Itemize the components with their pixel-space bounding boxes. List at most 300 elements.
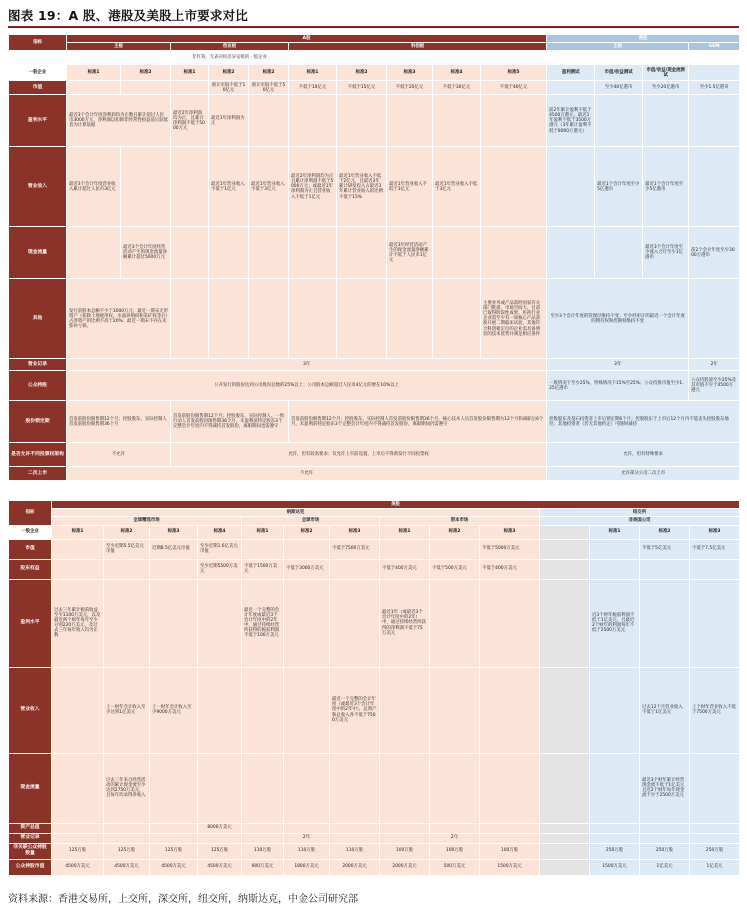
cell: 近3个财年税前利润不低于1亿美元，且最近2个财年的利润每年不低于2500万美元 xyxy=(590,579,640,667)
cell xyxy=(380,823,430,833)
std-col: 标准4 xyxy=(433,65,481,81)
row-label: 股东权益 xyxy=(9,559,52,579)
cell xyxy=(150,823,198,833)
cell: 2000万美元 xyxy=(330,859,380,875)
cell: 近期8.5亿美元市值 xyxy=(150,539,198,559)
cell: 不低于7.5亿美元 xyxy=(690,539,740,559)
cell xyxy=(198,667,242,753)
cell: 至少20亿港币 xyxy=(643,81,689,95)
standard-row xyxy=(9,65,740,81)
cell: 过去12个月营业收入不低于1亿美元 xyxy=(640,667,690,753)
cell: 上个财年营业收入不低于7500万美元 xyxy=(690,667,740,753)
cell xyxy=(330,559,380,579)
cell xyxy=(480,833,540,843)
cell: 最近1年营业收入不低于2亿元，且最近3年累计研发投入占最近3年累计营业收入的比例不低于15% xyxy=(337,147,387,227)
cell xyxy=(480,667,540,753)
cell xyxy=(690,753,740,823)
cell xyxy=(242,823,284,833)
table-row xyxy=(9,539,740,559)
cell: 首发前股份限售期12个月；控股股东、实际控制人、一致行动人首发前股份限售期36个月，未盈利前特定股东3个完整会计年度内不得减持首发股份，离职期间也需遵守 xyxy=(171,401,289,443)
cell: 最近一个完整的会计年度（或最近3个会计年度中的2年中），总资产和总收入各不低于7500万美元 xyxy=(330,667,380,753)
row-label: 现金流量 xyxy=(9,753,52,823)
row-label: 现金流量 xyxy=(9,227,67,279)
cell: 1亿美元 xyxy=(690,859,740,875)
cell: 2年 xyxy=(284,833,330,843)
std-col: 标准2 xyxy=(104,525,150,539)
cell xyxy=(640,579,690,667)
cell: 至少40亿港币 xyxy=(595,81,643,95)
std-col: 标准3 xyxy=(480,525,540,539)
cell: 2年 xyxy=(689,359,740,371)
cell xyxy=(171,279,209,359)
cell: 至少近期5.5亿美元市值 xyxy=(104,539,150,559)
cell xyxy=(150,753,198,823)
cell: 最近一个完整的会计年度或最近3个会计年度中的2年中，通过持续经营所获得的税前利润不低于100万美元 xyxy=(242,579,284,667)
cell: 不低于3000万美元 xyxy=(284,559,330,579)
cell: 250万股 xyxy=(590,843,640,859)
cell: 最近2年净利润均为正，且累计净利润不低于5000万元 xyxy=(171,95,209,147)
hk-main-header: 主板 xyxy=(547,43,689,51)
cell: 不低于15亿元 xyxy=(337,81,387,95)
chinext-header: 创业板 xyxy=(171,43,289,51)
cell: 不低于40亿元 xyxy=(481,81,547,95)
cell xyxy=(284,579,330,667)
std-col: 标准2 xyxy=(249,65,289,81)
cell: 不低于1500万美元 xyxy=(242,559,284,579)
exchange-header-row xyxy=(9,509,740,517)
cell: 1800万美元 xyxy=(284,859,330,875)
cell xyxy=(690,833,740,843)
cell xyxy=(67,81,121,95)
cell: 前2个会计年度至少3000万港币 xyxy=(689,227,740,279)
cell: 最近1年（或最近3个会计年度中的2年）中，通过持续经营所获得的净利润不低于75万美元 xyxy=(380,579,430,667)
std-col: 标准1 xyxy=(380,525,430,539)
cell: 最近3个会计年度净利润均为正数且累计超过人民币3000万元，净利润以扣除非经常性损益前后较低者为计算依据 xyxy=(67,95,171,147)
table-row xyxy=(9,443,740,467)
a-share-header: A股 xyxy=(67,35,547,43)
cell xyxy=(433,279,481,359)
std-col: 标准3 xyxy=(330,525,380,539)
cell xyxy=(150,559,198,579)
table-row xyxy=(9,81,740,95)
cell: 110万股 xyxy=(284,843,330,859)
cell: 不允许 xyxy=(67,467,547,481)
cell: 1亿美元 xyxy=(640,859,690,875)
std-col: 标准3 xyxy=(690,525,740,539)
nyse-header: 纽交所 xyxy=(540,509,740,517)
cell: 不低于400万美元 xyxy=(480,559,540,579)
cell xyxy=(249,95,289,147)
table-row xyxy=(9,227,740,279)
star-header: 科创板 xyxy=(289,43,547,51)
cell xyxy=(430,823,480,833)
cell xyxy=(289,227,337,279)
cell: 最近1年营业收入不低于3亿元 xyxy=(249,147,289,227)
cell: 前2年累计盈利不低于4500万港元，最近1年盈利不低于3500万港元（3年累计盈利不低于8000万港元） xyxy=(547,95,595,147)
cell: 允许，但有较高要求；仅允许上市前设置，上市后不得新发行不同投票权 xyxy=(171,443,547,467)
cell: 110万股 xyxy=(330,843,380,859)
std-col xyxy=(540,525,590,539)
cell: 4500万美元 xyxy=(104,859,150,875)
std-col: 标准3 xyxy=(387,65,433,81)
cell: 上一财年会计收入至少9000万美元 xyxy=(150,667,198,753)
cell xyxy=(289,95,337,147)
cell: 2年 xyxy=(430,833,480,843)
table-row xyxy=(9,279,740,359)
cell xyxy=(242,667,284,753)
tier-header-row xyxy=(9,517,740,525)
cell: 至少近期1.6亿美元市值 xyxy=(198,539,242,559)
cell xyxy=(690,559,740,579)
std-col: 标准2 xyxy=(209,65,249,81)
cell xyxy=(171,227,209,279)
cell xyxy=(121,81,171,95)
standard-row xyxy=(9,525,740,539)
cell: 不低于10亿元 xyxy=(289,81,337,95)
cell xyxy=(595,227,643,279)
non-us-header: 非美国公司 xyxy=(540,517,740,525)
cell xyxy=(284,539,330,559)
cell xyxy=(209,279,249,359)
row-label: 盈利水平 xyxy=(9,579,52,667)
cell: 250万股 xyxy=(690,843,740,859)
cell: 首发前股份限售期12个月；控股股东、实际控制人首发前股份限售期36个月，核心技术人员首发股份限售期为12个月和离职后6个月，未盈利前特定股东3个完整会计年度内不得减持首发股份，离职期间仍需遵守 xyxy=(289,401,547,443)
cell: 最近1年净利润为正 xyxy=(209,95,249,147)
table-row xyxy=(9,359,740,371)
header-corner: 指标 xyxy=(9,35,67,51)
cell: 最近3个会计年度营业收入累计超过人民币3亿元 xyxy=(67,147,121,227)
std-col: 标准2 xyxy=(640,525,690,539)
cell: 125万股 xyxy=(52,843,104,859)
cell xyxy=(481,95,547,147)
std-col: 标准1 xyxy=(52,525,104,539)
cell xyxy=(481,147,547,227)
cell xyxy=(337,227,387,279)
table-row xyxy=(9,559,740,579)
cell: 至少3个会计年度的管理层维持不变；至少经审计的最近一个会计年度的拥有权和控制权维持不变 xyxy=(547,279,689,359)
cell: 最近1年营业收入不低于3亿元 xyxy=(433,147,481,227)
row-label: 盈利水平 xyxy=(9,95,67,147)
cell xyxy=(242,753,284,823)
cell xyxy=(480,579,540,667)
cell xyxy=(284,753,330,823)
cell: 125万股 xyxy=(198,843,242,859)
cell xyxy=(640,833,690,843)
cell xyxy=(52,823,104,833)
cell: 4500万美元 xyxy=(198,859,242,875)
cell xyxy=(198,753,242,823)
cell: 发行前股本总额不少于3000万元；最近一期末无形资产（扣除土地使用权、水面养殖权和采矿权等后）占净资产的比例不高于20%；最近一期末不存在未弥补亏损。 xyxy=(67,279,171,359)
cell: 不低于400万美元 xyxy=(380,559,430,579)
cell xyxy=(540,579,590,667)
cell xyxy=(289,279,337,359)
cell xyxy=(590,753,640,823)
cell: 预计市值不低于10亿元 xyxy=(209,81,249,95)
header-corner: 指标 xyxy=(9,501,52,526)
cell xyxy=(540,667,590,753)
cell xyxy=(430,579,480,667)
cell xyxy=(540,539,590,559)
cell: 控股股东及基石投资者上市后锁定期6个月；控股股东于上市后12个月内不能丧失控股股东地位；其他投资者（若无其他约定）可随时减持 xyxy=(547,401,740,443)
cell xyxy=(480,753,540,823)
cell: 允许部分公司二次上市 xyxy=(547,467,740,481)
cell xyxy=(547,227,595,279)
cell xyxy=(380,753,430,823)
row-label: 市值 xyxy=(9,539,52,559)
cell: 首发前股份限售期12个月；控股股东、实际控制人首发前股份限售期36个月 xyxy=(67,401,171,443)
std-col: 标准2 xyxy=(121,65,171,81)
cell xyxy=(380,539,430,559)
table-row xyxy=(9,833,740,843)
cell xyxy=(480,823,540,833)
cell xyxy=(590,539,640,559)
standard-label: 一般企业 xyxy=(9,525,52,539)
cell: 主要业务或产品需经国家有关部门批准，市场空间大，目前已取得阶段性成果。医药行业企业需至少有一项核心产品获准开展二期临床试验，其他符合科创板定位的企业需具备明显的技术优势并满足相应条件 xyxy=(481,279,547,359)
cell: 不低于7500万美元 xyxy=(330,539,380,559)
cell xyxy=(150,833,198,843)
cell: 100万股 xyxy=(480,843,540,859)
row-label: 公众持股市值 xyxy=(9,859,52,875)
cell: 最近2年净利润均为正且累计净利润不低于5000万元；或最近1年净利润为正且营业收入不低于1亿元 xyxy=(289,147,337,227)
std-col: 标准5 xyxy=(481,65,547,81)
table-row xyxy=(9,371,740,401)
cell: 最近3个财年累计经营现金流不低于1亿美元且近2个财年每年现金流不少于2500万美元 xyxy=(640,753,690,823)
cell xyxy=(337,279,387,359)
cell xyxy=(52,753,104,823)
cell: 不低于5000万美元 xyxy=(480,539,540,559)
cell xyxy=(433,227,481,279)
cell xyxy=(590,823,640,833)
cell xyxy=(150,579,198,667)
cell xyxy=(690,823,740,833)
table-row xyxy=(9,401,740,443)
cell xyxy=(689,147,740,227)
cell xyxy=(330,579,380,667)
cell xyxy=(171,81,209,95)
cell xyxy=(284,667,330,753)
cell xyxy=(104,823,150,833)
a-main-board-header: 主板 xyxy=(67,43,171,51)
cell: 不允许 xyxy=(67,443,171,467)
cell: 最近3年经营活动产生的现金流量净额累计不低于人民币1亿元 xyxy=(387,227,433,279)
cell: 允许，但有特殊要求 xyxy=(547,443,740,467)
row-label: 是否允许不同投票权架构 xyxy=(9,443,67,467)
cell: 800万美元 xyxy=(242,859,284,875)
cell xyxy=(52,667,104,753)
std-col: 标准1 xyxy=(67,65,121,81)
figure-title: 图表 19：A 股、港股及美股上市要求对比 xyxy=(8,8,248,23)
nasdaq-header: 纳斯达克 xyxy=(52,509,540,517)
us-listing-table xyxy=(8,500,740,876)
row-label: 非关联公众持股数量 xyxy=(9,843,52,859)
std-col: 标准1 xyxy=(171,65,209,81)
cell: 不低于500万美元 xyxy=(430,559,480,579)
row-label: 股份锁定期 xyxy=(9,401,67,443)
cell xyxy=(430,753,480,823)
cell: 110万股 xyxy=(242,843,284,859)
cell: 最近1年营业收入不低于3亿元 xyxy=(387,147,433,227)
cell xyxy=(121,147,171,227)
cell xyxy=(330,823,380,833)
cell xyxy=(540,753,590,823)
cell: 预计市值不低于50亿元 xyxy=(249,81,289,95)
cell: 2000万美元 xyxy=(380,859,430,875)
cell xyxy=(52,833,104,843)
cell: 4500万美元 xyxy=(52,859,104,875)
table-row xyxy=(9,579,740,667)
cell: 最近3个会计年度至少流入合计至少1亿港币 xyxy=(643,227,689,279)
cell xyxy=(104,579,150,667)
cell xyxy=(540,559,590,579)
cell xyxy=(52,539,104,559)
cell xyxy=(337,95,387,147)
cell xyxy=(380,833,430,843)
cell: 8000万美元 xyxy=(198,823,242,833)
std-col: 标准4 xyxy=(198,525,242,539)
cell: 4500万美元 xyxy=(150,859,198,875)
cell xyxy=(380,667,430,753)
table-row xyxy=(9,467,740,481)
global-market-header: 全球市场 xyxy=(242,517,380,525)
cell xyxy=(387,279,433,359)
cell: 3年 xyxy=(547,359,689,371)
source-note: 资料来源：香港交易所，上交所，深交所，纽交所，纳斯达克，中金公司研究部 xyxy=(8,894,358,905)
std-col: 标准1 xyxy=(242,525,284,539)
cell xyxy=(595,95,643,147)
std-col: 标准1 xyxy=(590,525,640,539)
std-col: 标准2 xyxy=(430,525,480,539)
row-label: 营业记录 xyxy=(9,833,52,843)
cell xyxy=(67,227,121,279)
cell xyxy=(690,579,740,667)
cell: 上一财年会计收入至少达到1亿美元 xyxy=(104,667,150,753)
cell xyxy=(249,227,289,279)
board-header-row xyxy=(9,43,740,51)
table-row xyxy=(9,667,740,753)
cell: 不低于30亿元 xyxy=(433,81,481,95)
cell xyxy=(540,833,590,843)
table-row xyxy=(9,843,740,859)
std-col xyxy=(689,65,740,81)
cell xyxy=(330,833,380,843)
cell xyxy=(171,147,209,227)
std-col: 标准1 xyxy=(289,65,337,81)
cell: 500万美元 xyxy=(430,859,480,875)
us-header: 美股 xyxy=(52,501,740,509)
table-row xyxy=(9,823,740,833)
std-col: 标准2 xyxy=(284,525,330,539)
cell: 公众持股量至少25%及其市值不少于4500万港元 xyxy=(689,371,740,401)
cell xyxy=(242,539,284,559)
chinext-note: 非红筹，无表决权差异安排的一般企业 xyxy=(171,51,289,65)
row-label: 营业记录 xyxy=(9,359,67,371)
row-label: 资产总值 xyxy=(9,823,52,833)
cell xyxy=(540,823,590,833)
row-label: 二次上市 xyxy=(9,467,67,481)
std-col: 标准2 xyxy=(337,65,387,81)
market-header-row xyxy=(9,501,740,509)
cell xyxy=(643,95,689,147)
cell: 3年 xyxy=(67,359,547,371)
table-row xyxy=(9,95,740,147)
cell: 不低于5亿美元 xyxy=(640,539,690,559)
cell: 最近3个会计年度经营活动产生的现金流量净额累计超过5000万元 xyxy=(121,227,171,279)
cell: 1500万美元 xyxy=(590,859,640,875)
note-row xyxy=(9,51,740,65)
global-select-header: 全球精选市场 xyxy=(52,517,242,525)
cell: 250万股 xyxy=(640,843,690,859)
cell xyxy=(430,667,480,753)
std-col: 盈利测试 xyxy=(547,65,595,81)
cell: 至少近期5500万美元 xyxy=(198,559,242,579)
hk-header: 港股 xyxy=(547,35,740,43)
cell xyxy=(433,95,481,147)
a-hk-comparison-table xyxy=(8,34,740,481)
cell xyxy=(249,279,289,359)
cell xyxy=(590,833,640,843)
std-col: 市值/收益测试 xyxy=(595,65,643,81)
cell: 100万股 xyxy=(380,843,430,859)
cell: 125万股 xyxy=(150,843,198,859)
row-label: 其他 xyxy=(9,279,67,359)
table-row xyxy=(9,753,740,823)
cell: 过去三年来自经营活动的累计现金流至少达到2750万美元，且每年均录得净收入 xyxy=(104,753,150,823)
market-header-row xyxy=(9,35,740,43)
cell xyxy=(198,833,242,843)
std-col: 市值/收益/现金流测试 xyxy=(643,65,689,81)
cell xyxy=(481,227,547,279)
cell xyxy=(430,539,480,559)
row-label: 市值 xyxy=(9,81,67,95)
cell xyxy=(640,823,690,833)
cell xyxy=(547,81,595,95)
std-col: 标准3 xyxy=(150,525,198,539)
hk-gem-header: GEM xyxy=(689,43,740,51)
table-row xyxy=(9,859,740,875)
cell: 最近1个会计年度至少5亿港币 xyxy=(643,147,689,227)
row-label: 营业收入 xyxy=(9,667,52,753)
cell xyxy=(590,559,640,579)
cell xyxy=(540,859,590,875)
cell xyxy=(242,833,284,843)
cell: 公开发行的股份达到公司股份总数的25%以上；公司股本总额超过人民币4亿元的要在10%以上 xyxy=(67,371,547,401)
cell xyxy=(104,833,150,843)
cell: 1500万美元 xyxy=(480,859,540,875)
standard-label: 一般企业 xyxy=(9,65,67,81)
cell xyxy=(590,667,640,753)
cell: 最近1年营业收入不低于1亿元 xyxy=(209,147,249,227)
cell xyxy=(540,843,590,859)
cell xyxy=(689,95,740,147)
cell: 125万股 xyxy=(104,843,150,859)
capital-market-header: 资本市场 xyxy=(380,517,540,525)
cell: 至少1.5亿港币 xyxy=(689,81,740,95)
cell: 一般情况下至少25%，特殊情况下15%至25%；公众持股市值至少1.25亿港币 xyxy=(547,371,689,401)
row-label: 公众持股 xyxy=(9,371,67,401)
table-row xyxy=(9,147,740,227)
cell xyxy=(330,753,380,823)
cell xyxy=(209,227,249,279)
cell: 不低于20亿元 xyxy=(387,81,433,95)
cell xyxy=(284,823,330,833)
cell xyxy=(198,579,242,667)
cell xyxy=(104,559,150,579)
cell xyxy=(547,147,595,227)
cell xyxy=(640,559,690,579)
cell: 100万股 xyxy=(430,843,480,859)
cell: 过去三年累计税前收益至少1100万美元，以及最近两个财年每年至少分别220万美元，及过去三年每年收入均为正数 xyxy=(52,579,104,667)
cell xyxy=(52,559,104,579)
